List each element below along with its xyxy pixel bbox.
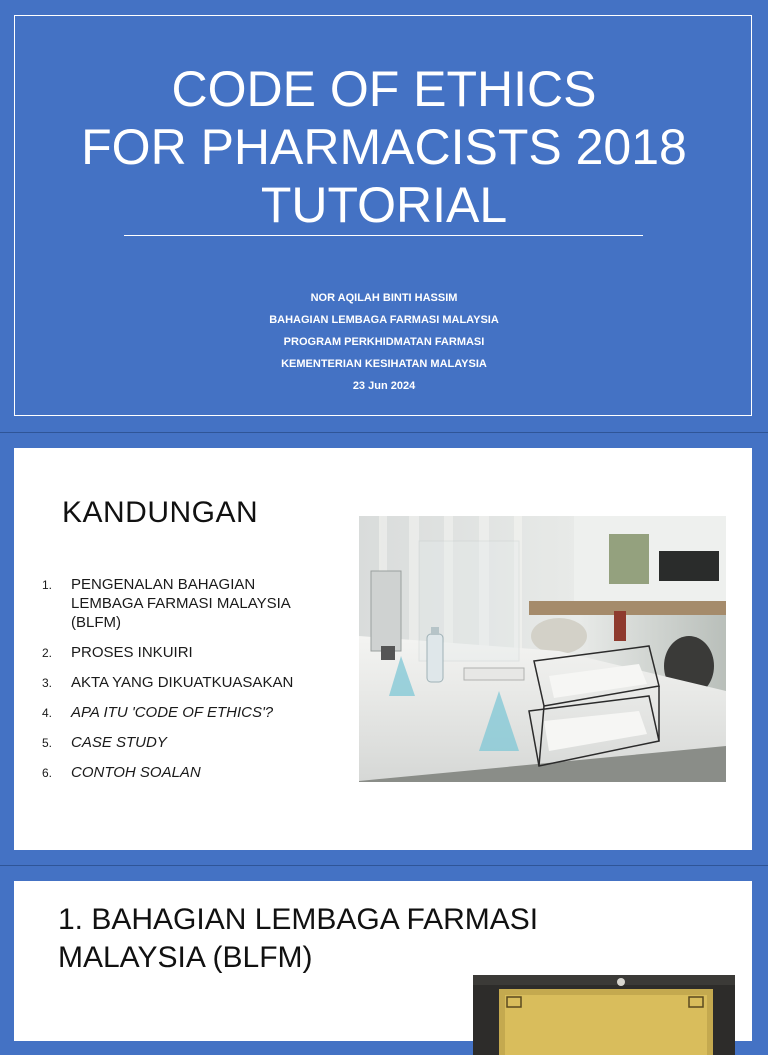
list-item <box>42 733 322 752</box>
list-item-number: 4. <box>42 706 53 720</box>
list-item <box>42 575 322 632</box>
list-item-number: 3. <box>42 676 53 690</box>
list-item <box>42 763 322 782</box>
section-heading-line-1: 1. BAHAGIAN LEMBAGA FARMASI <box>58 903 539 936</box>
list-item-number: 1. <box>42 578 53 592</box>
list-item-text: PENGENALAN BAHAGIAN LEMBAGA FARMASI MALAYSIA (BLFM) <box>71 576 290 631</box>
list-item-text: PROSES INKUIRI <box>71 644 193 661</box>
program-name: PROGRAM PERKHIDMATAN FARMASI <box>283 336 485 348</box>
title-line-1: CODE OF ETHICS <box>171 61 597 117</box>
list-item-number: 5. <box>42 736 53 750</box>
office-interior-photo <box>473 975 735 1055</box>
contents-panel <box>14 448 752 850</box>
division-name: BAHAGIAN LEMBAGA FARMASI MALAYSIA <box>269 314 499 326</box>
title-slide <box>0 0 768 432</box>
list-item <box>42 703 322 722</box>
title-line-2: FOR PHARMACISTS 2018 <box>81 119 687 175</box>
list-item-text: CASE STUDY <box>71 734 167 751</box>
presenter-info <box>0 287 768 397</box>
list-item-text: APA ITU 'CODE OF ETHICS'? <box>71 704 274 721</box>
office-desk-photo <box>359 516 726 782</box>
presentation-title <box>0 60 768 234</box>
title-line-3: TUTORIAL <box>260 177 508 233</box>
section-slide <box>0 866 768 1024</box>
author-name: NOR AQILAH BINTI HASSIM <box>310 292 458 304</box>
list-item <box>42 673 322 692</box>
list-item-number: 2. <box>42 646 53 660</box>
contents-heading: KANDUNGAN <box>62 496 259 529</box>
section-heading-line-2: MALAYSIA (BLFM) <box>58 941 313 974</box>
section-panel <box>14 881 752 1041</box>
title-divider <box>124 235 643 236</box>
list-item-number: 6. <box>42 766 53 780</box>
list-item <box>42 643 322 662</box>
office-interior-illustration <box>473 975 735 1055</box>
contents-slide <box>0 433 768 865</box>
list-item-text: AKTA YANG DIKUATKUASAKAN <box>71 674 294 691</box>
section-heading <box>58 901 658 977</box>
ministry-name: KEMENTERIAN KESIHATAN MALAYSIA <box>281 358 487 370</box>
office-desk-illustration <box>359 516 726 782</box>
list-item-text: CONTOH SOALAN <box>71 764 201 781</box>
presentation-date: 23 Jun 2024 <box>352 380 416 392</box>
contents-list <box>42 575 322 793</box>
